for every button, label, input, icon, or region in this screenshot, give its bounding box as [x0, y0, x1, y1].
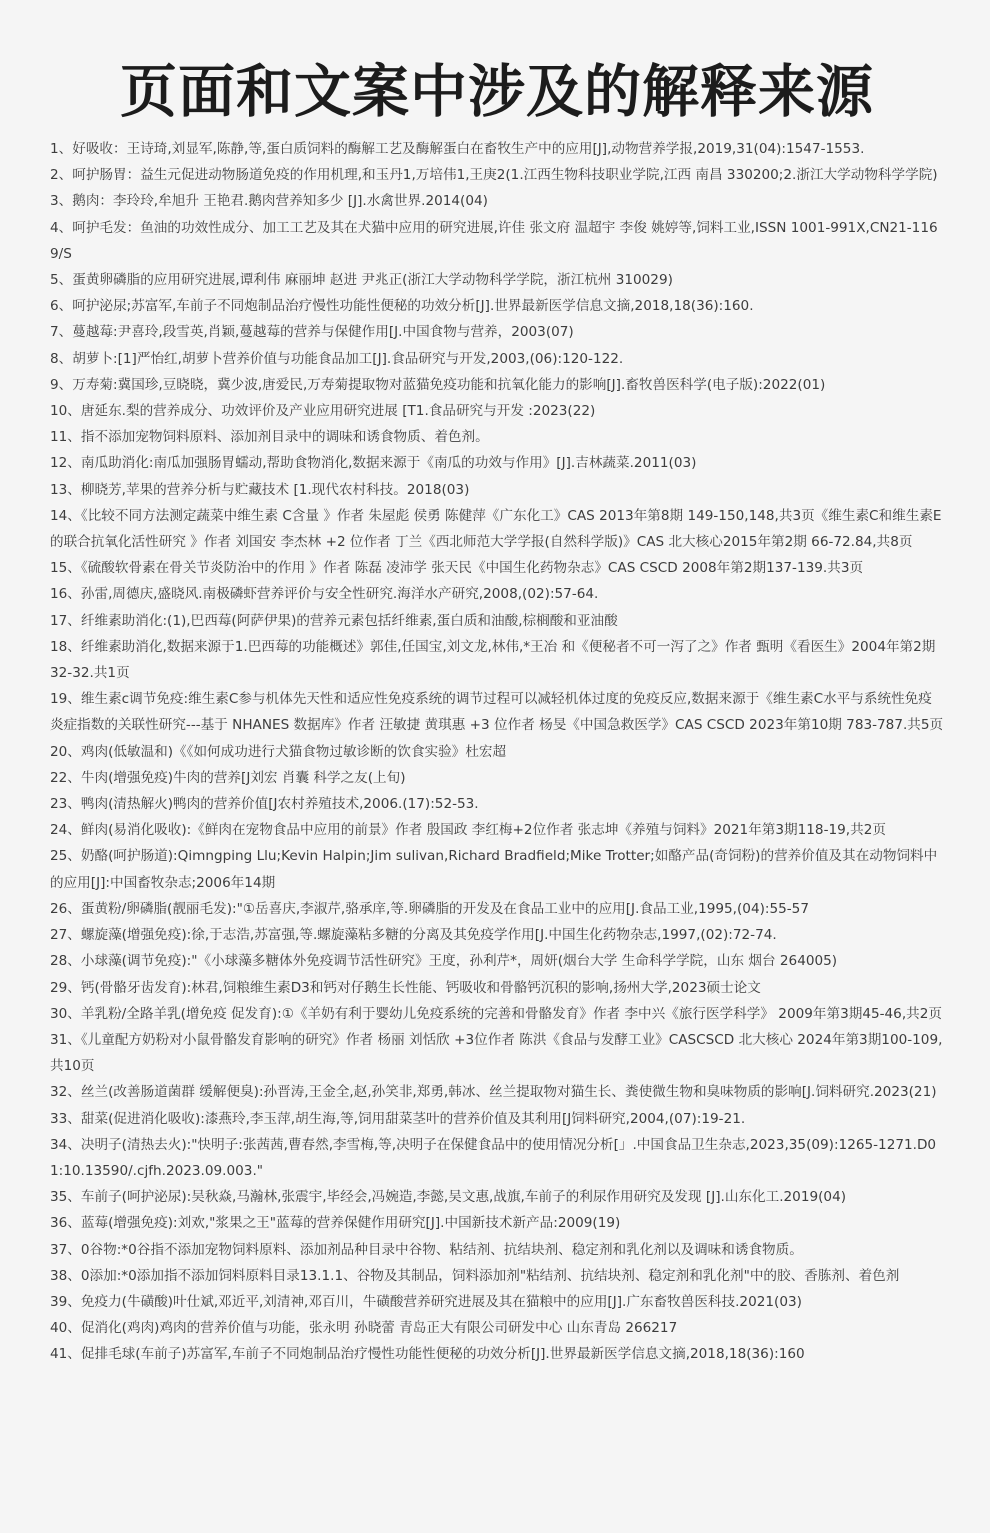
reference-item: 39、免疫力(牛磺酸)叶仕斌,邓近平,刘清神,邓百川，牛磺酸营养研究进展及其在猫粮中的应用[J].广东畜牧兽医科技.2021(03)	[50, 1293, 802, 1310]
reference-item: 15、《硫酸软骨素在骨关节炎防治中的作用 》作者 陈磊 凌沛学 张天民《中国生化药物杂志》CAS CSCD 2008年第2期137-139.共3页	[50, 560, 864, 577]
reference-item: 11、指不添加宠物饲料原料、添加剂目录中的调味和诱食物质、着色剂。	[50, 429, 489, 446]
reference-item: 20、鸡肉(低敏温和)《《如何成功进行犬猫食物过敏诊断的饮食实验》杜宏超	[50, 743, 507, 760]
reference-item: 36、蓝莓(增强免疫):刘欢,"浆果之王"蓝莓的营养保健作用研究[J].中国新技术新产品:2009(19)	[50, 1215, 621, 1232]
reference-item: 2、呵护肠胃：益生元促进动物肠道免疫的作用机理,和玉丹1,万培伟1,王庚2(1.江西生物科技职业学院,江西 南昌 330200;2.浙江大学动物科学学院)	[50, 167, 938, 184]
reference-item: 18、纤维素助消化,数据来源于1.巴西莓的功能概述》郭佳,任国宝,刘文龙,林伟,*王冶 和《便秘者不可一泻了之》作者 甄明《看医生》2004年第2期32-32.共1页	[50, 638, 936, 682]
reference-item: 5、蛋黄卵磷脂的应用研究进展,谭利伟 麻丽坤 赵进 尹兆正(浙江大学动物科学学院，浙江杭州 310029)	[50, 272, 673, 289]
reference-item: 27、螺旋藻(增强免疫):徐,于志浩,苏富强,等.螺旋藻粘多糖的分离及其免疫学作用[J.中国生化药物杂志,1997,(02):72-74.	[50, 927, 777, 944]
reference-item: 34、决明子(清热去火):"快明子:张茜茜,曹春然,李雪梅,等,决明子在保健食品中的使用情况分析[」.中国食品卫生杂志,2023,35(09):1265-1271.D01:10.13590/.cjfh.2023.09.003."	[50, 1136, 937, 1179]
reference-item: 14、《比较不同方法测定蔬菜中维生素 C含量 》作者 朱屋彪 侯勇 陈健萍《广东化工》CAS 2013年第8期 149-150,148,共3页《维生素C和维生素E的联合抗氧化活性研究 》作者 刘国安 李杰林 +2 位作者 丁兰《西北师范大学学报(自然科学版)》CAS 北大核心2015年第2期 66-72.84,共8页	[50, 507, 942, 551]
reference-item: 8、胡萝卜:[1]严怡红,胡萝卜营养价值与功能食品加工[J].食品研究与开发,2003,(06):120-122.	[50, 350, 624, 367]
reference-item: 40、促消化(鸡肉)鸡肉的营养价值与功能，张永明 孙晓蕾 青岛正大有限公司研发中心 山东青岛 266217	[50, 1320, 678, 1337]
reference-item: 7、蔓越莓:尹喜玲,段雪英,肖颖,蔓越莓的营养与保健作用[J.中国食物与营养，2003(07)	[50, 324, 574, 341]
reference-item: 24、鲜肉(易消化吸收):《鲜肉在宠物食品中应用的前景》作者 殷国政 李红梅+2位作者 张志坤《养殖与饲料》2021年第3期118-19,共2页	[50, 822, 886, 839]
reference-item: 37、0谷物:*0谷指不添加宠物饲料原料、添加剂品种目录中谷物、粘结剂、抗结块剂、稳定剂和乳化剂以及调味和诱食物质。	[50, 1241, 803, 1258]
reference-item: 41、促排毛球(车前子)苏富军,车前子不同炮制品治疗慢性功能性便秘的功效分析[J].世界最新医学信息文摘,2018,18(36):160	[50, 1346, 805, 1363]
reference-list	[50, 136, 944, 1368]
reference-item: 1、好吸收：王诗琦,刘显军,陈静,等,蛋白质饲料的酶解工艺及酶解蛋白在畜牧生产中的应用[J],动物营养学报,2019,31(04):1547-1553.	[50, 141, 865, 157]
reference-item: 26、蛋黄粉/卵磷脂(靓丽毛发):"①岳喜庆,李淑芹,骆承庠,等.卵磷脂的开发及在食品工业中的应用[J.食品工业,1995,(04):55-57	[50, 900, 809, 917]
reference-item: 19、维生素c调节免疫:维生素C参与机体先天性和适应性免疫系统的调节过程可以减轻机体过度的免疫反应,数据来源于《维生素C水平与系统性免疫炎症指数的关联性研究---基于 NHANES 数据库》作者 汪敏捷 黄琪惠 +3 位作者 杨旻《中国急救医学》CAS CSCD 2023年第10期 783-787.共5页	[50, 691, 944, 734]
reference-item: 35、车前子(呵护泌尿):吴秋焱,马瀚林,张震宇,毕经会,冯婉造,李懿,吴文惠,战旗,车前子的利尿作用研究及发现 [J].山东化工.2019(04)	[50, 1189, 847, 1206]
reference-item: 31、《儿童配方奶粉对小鼠骨骼发育影响的研究》作者 杨丽 刘恬欣 +3位作者 陈洪《食品与发酵工业》CASCSCD 北大核心 2024年第3期100-109,共10页	[50, 1031, 943, 1075]
reference-item: 3、鹅肉：李玲玲,牟旭升 王艳君.鹅肉营养知多少 [J].水禽世界.2014(04)	[50, 193, 488, 210]
reference-item: 32、丝兰(改善肠道菌群 缓解便臭):孙晋涛,王金全,赵,孙笑非,郑勇,韩冰、丝兰提取物对猫生长、粪使微生物和臭味物质的影响[J.饲料研究.2023(21)	[50, 1084, 937, 1101]
reference-item: 13、柳晓芳,苹果的营养分析与贮藏技术 [1.现代农村科技。2018(03)	[50, 481, 470, 498]
reference-item: 4、呵护毛发：鱼油的功效性成分、加工工艺及其在犬猫中应用的研究进展,许佳 张文府 温超宇 李俊 姚婷等,饲料工业,ISSN 1001-991X,CN21-1169/S	[50, 219, 938, 262]
reference-item: 30、羊乳粉/全路羊乳(增免疫 促发育):①《羊奶有利于婴幼儿免疫系统的完善和骨骼发育》作者 李中兴《旅行医学科学》 2009年第3期45-46,共2页	[50, 1005, 942, 1022]
reference-item: 28、小球藻(调节免疫):"《小球藻多糖体外免疫调节活性研究》王度，孙利芹*，周妍(烟台大学 生命科学学院，山东 烟台 264005)	[50, 953, 838, 970]
reference-item: 33、甜菜(促进消化吸收):漆燕玲,李玉萍,胡生海,等,饲用甜菜茎叶的营养价值及其利用[J饲料研究,2004,(07):19-21.	[50, 1110, 746, 1127]
page-title: 页面和文案中涉及的解释来源	[120, 59, 874, 125]
reference-item: 22、牛肉(增强免疫)牛肉的营养[J刘宏 肖囊 科学之友(上旬)	[50, 769, 406, 786]
reference-item: 23、鸭肉(清热解火)鸭肉的营养价值[J农村养殖技术,2006.(17):52-53.	[50, 796, 479, 813]
reference-item: 12、南瓜助消化:南瓜加强肠胃蠕动,帮助食物消化,数据来源于《南瓜的功效与作用》[J].吉林蔬菜.2011(03)	[50, 455, 697, 472]
reference-item: 10、唐延东.梨的营养成分、功效评价及产业应用研究进展 [T1.食品研究与开发 :2023(22)	[50, 403, 596, 420]
reference-item: 9、万寿菊:冀国珍,豆晓晓，冀少波,唐爱民,万寿菊提取物对蓝猫免疫功能和抗氧化能力的影响[J].畜牧兽医科学(电子版):2022(01)	[50, 376, 826, 393]
reference-item: 25、奶酪(呵护肠道):Qimngping Llu;Kevin Halpin;Jim sulivan,Richard Bradfield;Mike Trotter;如酪产品(奇饲粉)的营养价值及其在动物饲料中的应用[J]:中国畜牧杂志;2006年14期	[50, 848, 938, 891]
reference-item: 17、纤维素助消化:(1),巴西莓(阿萨伊果)的营养元素包括纤维素,蛋白质和油酸,棕榈酸和亚油酸	[50, 612, 618, 629]
reference-item: 6、呵护泌尿;苏富军,车前子不同炮制品治疗慢性功能性便秘的功效分析[J].世界最新医学信息文摘,2018,18(36):160.	[50, 298, 754, 315]
reference-item: 16、孙雷,周德庆,盛晓风.南极磷虾营养评价与安全性研究.海洋水产研究,2008,(02):57-64.	[50, 586, 599, 603]
reference-item: 38、0添加:*0添加指不添加饲料原料目录13.1.1、谷物及其制品，饲料添加剂"粘结剂、抗结块剂、稳定剂和乳化剂"中的胶、香胨剂、着色剂	[50, 1267, 900, 1284]
reference-item: 29、钙(骨骼牙齿发育):林君,饲粮维生素D3和钙对仔鹅生长性能、钙吸收和骨骼钙沉积的影响,扬州大学,2023硕士论文	[50, 979, 761, 996]
